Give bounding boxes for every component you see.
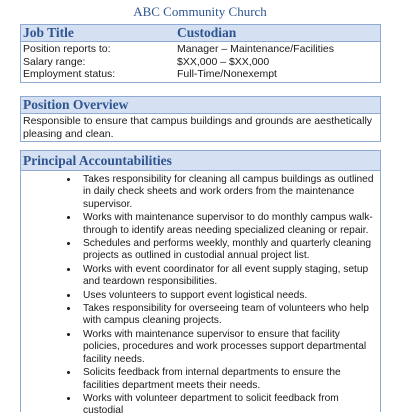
job-title-header [21,25,380,42]
job-info-section [20,24,381,83]
list-item: • Works with volunteer department to solicit feedback from custodial [79,393,374,418]
position-overview-section [20,96,381,142]
list-item: • Solicits feedback from internal departments to ensure the facilities department meets their needs. [79,367,374,392]
list-item: • Schedules and performs weekly, monthly and quarterly cleaning projects as outlined in custodial annual project list. [79,238,374,263]
position-overview-text: Responsible to ensure that campus buildings and grounds are aesthetically pleasing and clean. [23,115,373,140]
list-item: • Takes responsibility for cleaning all campus buildings as outlined in daily check sheets and work orders from the maintenance supervisor. [79,174,374,211]
job-info-row [21,43,380,56]
row-label: Salary range: [23,55,86,68]
list-item: • Works with maintenance supervisor to do monthly campus walk-through to identify areas needing specialized cleaning or repair. [79,212,374,237]
row-value: Manager – Maintenance/Facilities [177,43,334,55]
document-title: ABC Community Church [133,4,267,19]
row-label: Position reports to: [23,43,111,55]
position-overview-header: Position Overview [21,97,380,114]
accountabilities-list [21,171,380,418]
list-item: • Works with event coordinator for all event supply staging, setup and teardown responsibilities. [79,264,374,289]
job-title-label: Job Title [23,25,74,40]
row-value: Full-Time/Nonexempt [177,68,277,80]
principal-accountabilities-section [20,150,381,417]
list-item: • Takes responsibility for overseeing team of volunteers who help with campus cleaning projects. [79,303,374,328]
list-item: • Uses volunteers to support event logistical needs. [79,290,374,302]
job-info-row [21,56,380,69]
row-label: Employment status: [23,68,116,80]
row-value: $XX,000 – $XX,000 [177,55,270,68]
list-item: • Works with maintenance supervisor to ensure that facility policies, procedures and work processes support departmental facility needs. [79,329,374,366]
principal-accountabilities-header: Principal Accountabilities [21,151,380,171]
job-title-value: Custodian [177,25,237,40]
job-info-row [21,68,380,81]
